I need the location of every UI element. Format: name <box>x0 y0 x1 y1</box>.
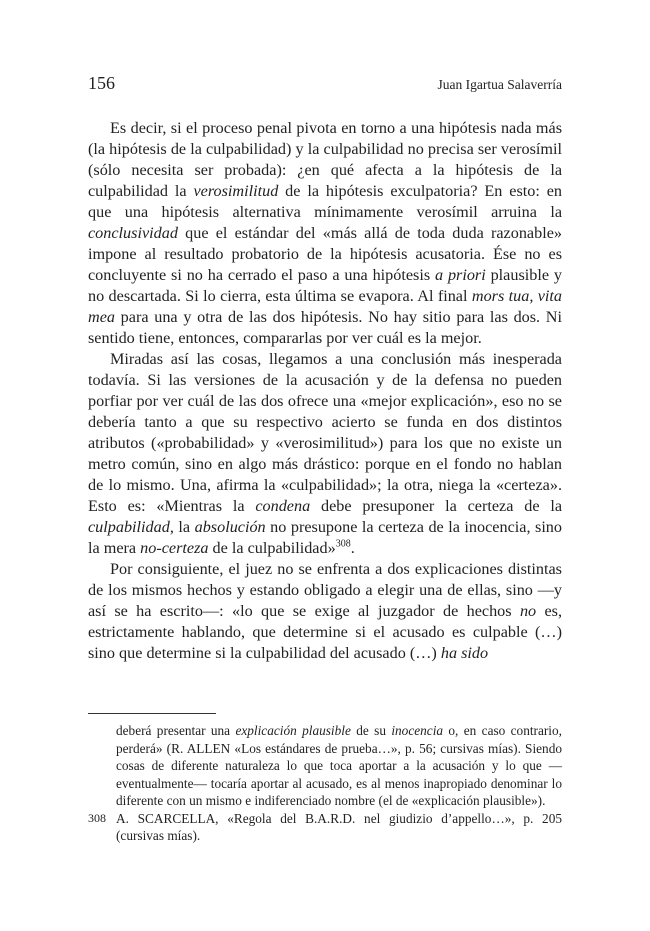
paragraph <box>88 559 562 664</box>
paragraph <box>88 118 562 349</box>
italic-text: no-certeza <box>140 539 209 557</box>
footnote-reference: 308 <box>335 538 351 550</box>
text-run: o, en caso contrario, perderá» (R. ALLEN «Los estándares de prueba…», p. 56; cursivas mías). Siendo cosas de diferente naturaleza lo que toca aportar a la acusación y lo que —eventualmente— tocaría aportar al acusado, es al menos inapropiado denominar lo diferente con un mismo e indiferenciado nombre (el de «explicación plausible»). <box>116 723 562 808</box>
text-run: que el estándar del «más allá de toda duda razonable» impone al resultado probatorio de la hipótesis acusatoria. Ése no es concluyente si no ha cerrado el paso a una hipótesis <box>88 224 562 284</box>
footnote-continuation <box>116 722 562 810</box>
footnotes <box>88 722 562 845</box>
footnote-separator <box>88 713 216 714</box>
italic-text: explicación plausible <box>235 723 351 738</box>
footnote-number: 308 <box>88 810 106 825</box>
running-head: Juan Igartua Salaverría <box>437 77 562 92</box>
page-header <box>88 73 562 94</box>
text-run: Por consiguiente, el juez no se enfrenta a dos explicaciones distintas de los mismos hechos y estando obligado a elegir una de ellas, sino —y así se ha escrito—: «lo que se exige al juzgador de hechos <box>88 560 562 620</box>
text-run: debe presuponer la certeza de la <box>310 497 563 515</box>
text-run: es, estrictamente hablando, que determine si el acusado es culpable (…) sino que determine si la culpabilidad del acusado (…) <box>88 602 563 662</box>
body-text <box>88 118 562 664</box>
italic-text: conclusividad <box>88 224 178 242</box>
italic-text: ha sido <box>440 644 489 662</box>
text-run: de su <box>350 723 392 738</box>
paragraph <box>88 349 562 559</box>
text-run: Es decir, si el proceso penal pivota en torno a una hipótesis nada más (la hipótesis de la culpabilidad) y la culpabilidad no precisa ser verosímil (sólo necesita ser probada): ¿en qué afecta a la hipótesis de la culpabilidad la <box>88 119 562 200</box>
italic-text: no <box>519 602 537 620</box>
text-run: Miradas así las cosas, llegamos a una conclusión más inesperada todavía. Si las versiones de la acusación y de la defensa no pueden porfiar por ver cuál de las dos ofrece una «mejor explicación», eso no se debería tanto a que su respectivo acierto se funda en dos distintos atributos («probabilidad» y «verosimilitud») para los que no existe un metro común, sino en algo más drástico: porque en el fondo no hablan de lo mismo. Una, afirma la «culpabilidad»; la otra, niega la «certeza». Esto es: «Mientras la <box>88 350 562 515</box>
footnote-text: A. SCARCELLA, «Regola del B.A.R.D. nel giudizio d’appello…», p. 205 (cursivas mías). <box>116 810 562 843</box>
page-number: 156 <box>88 73 115 93</box>
text-run: de la culpabilidad» <box>208 539 336 557</box>
text-run: para una y otra de las dos hipótesis. No hay sitio para las dos. Ni sentido tiene, entonces, compararlas por ver cuál es la mejor. <box>88 308 562 347</box>
text-run: de la hipótesis exculpatoria? En esto: en que una hipótesis alternativa mínimamente verosímil arruina la <box>88 182 562 221</box>
text-run: deberá presentar una <box>116 723 236 738</box>
italic-text: verosimilitud <box>193 182 279 200</box>
text-run: , la <box>169 518 195 536</box>
italic-text: mors tua, vita mea <box>88 287 563 326</box>
text-run: plausible y no descartada. Si lo cierra, esta última se evapora. Al final <box>88 266 562 305</box>
text-run: . <box>350 539 355 557</box>
footnote-308 <box>88 810 562 845</box>
text-run: no presupone la certeza de la inocencia, sino la mera <box>88 518 562 557</box>
italic-text: a priori <box>435 266 486 284</box>
italic-text: absolución <box>194 518 266 536</box>
italic-text: inocencia <box>391 723 444 738</box>
italic-text: culpabilidad <box>88 518 170 536</box>
italic-text: condena <box>255 497 311 515</box>
